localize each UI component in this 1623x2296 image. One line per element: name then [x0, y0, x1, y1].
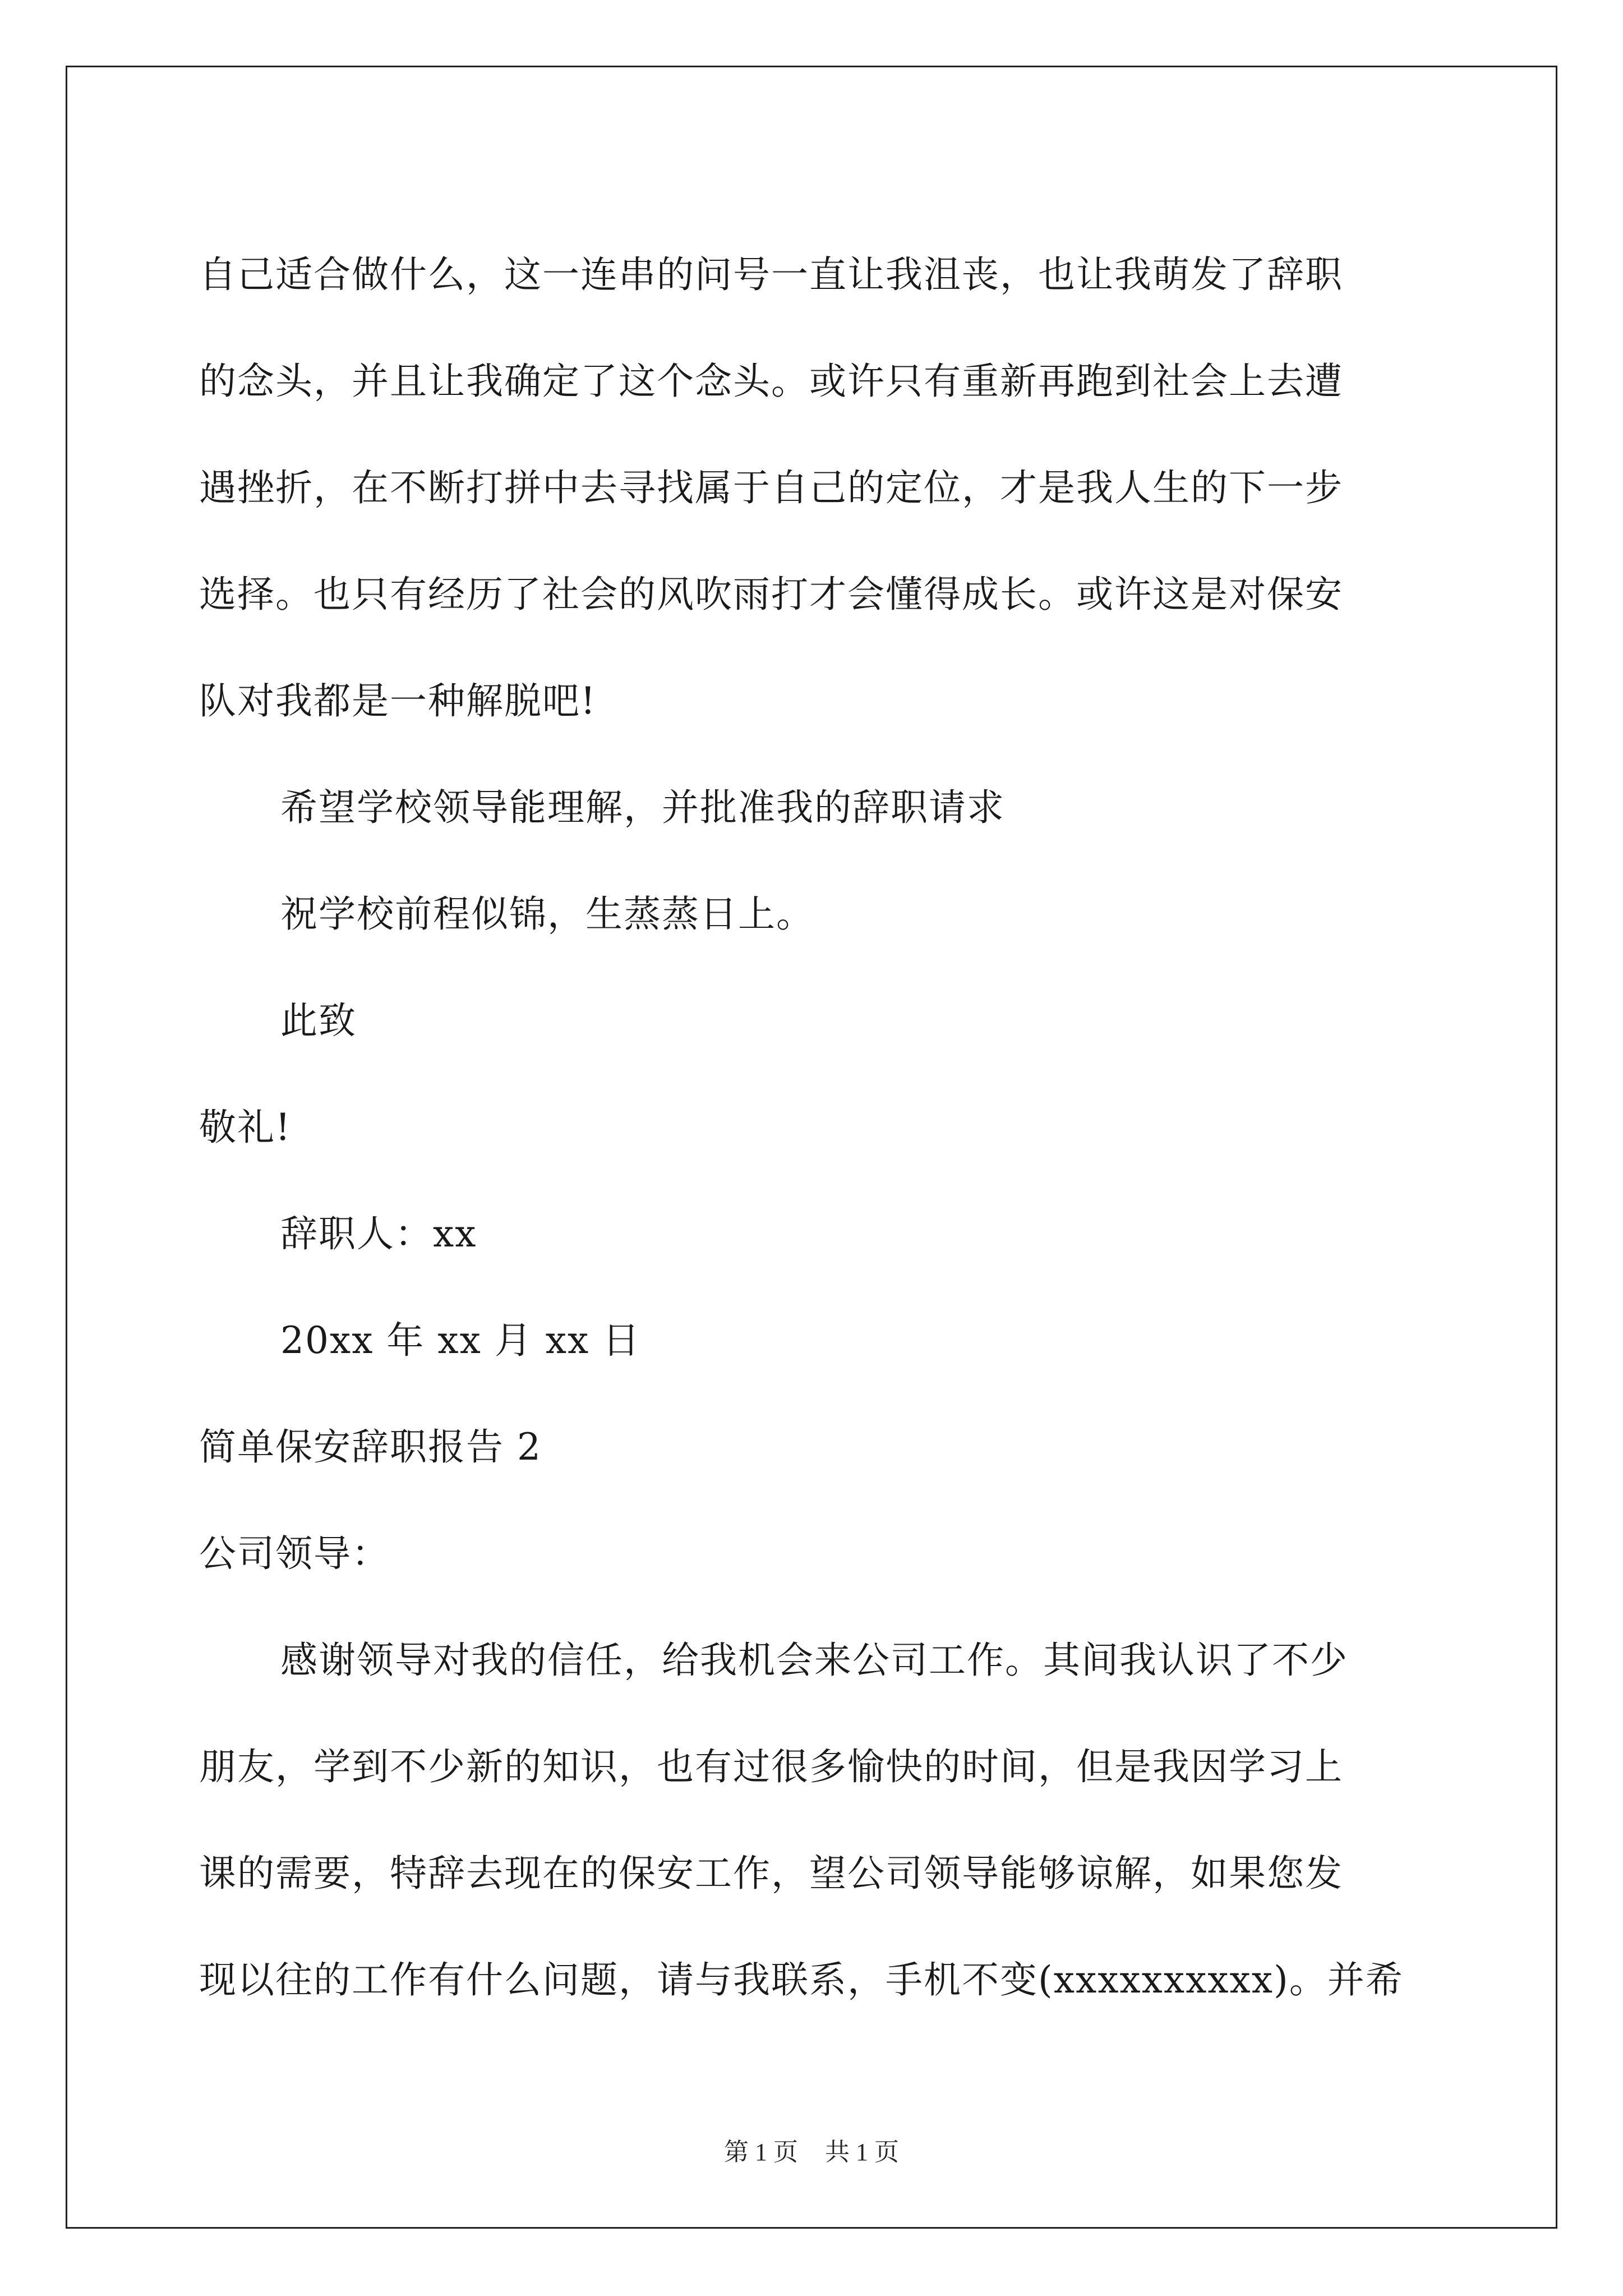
request-line: 希望学校领导能理解，并批准我的辞职请求 — [280, 786, 1005, 829]
text-line: 队对我都是一种解脱吧! — [199, 679, 597, 723]
text-line: 自己适合做什么，这一连串的问号一直让我沮丧，也让我萌发了辞职 — [199, 253, 1343, 296]
wish-line: 祝学校前程似锦，生蒸蒸日上。 — [280, 892, 814, 936]
text-line: 的念头，并且让我确定了这个念头。或许只有重新再跑到社会上去遭 — [199, 360, 1343, 403]
page-number: 第 1 页 — [724, 2138, 798, 2166]
document-body — [199, 222, 1427, 2033]
section-title: 简单保安辞职报告 2 — [199, 1425, 542, 1469]
page-footer — [0, 2132, 1623, 2168]
text-line: 课的需要，特辞去现在的保安工作，望公司领导能够谅解，如果您发 — [199, 1852, 1343, 1895]
text-line: 现以往的工作有什么问题，请与我联系，手机不变(xxxxxxxxxx)。并希 — [199, 1958, 1404, 2001]
text-line: 感谢领导对我的信任，给我机会来公司工作。其间我认识了不少 — [280, 1639, 1348, 1682]
text-line: 选择。也只有经历了社会的风吹雨打才会懂得成长。或许这是对保安 — [199, 573, 1343, 616]
page-total: 共 1 页 — [825, 2138, 899, 2166]
text-line: 遇挫折，在不断打拼中去寻找属于自己的定位，才是我人生的下一步 — [199, 466, 1343, 509]
salute-line: 敬礼! — [199, 1106, 292, 1149]
date-line: 20xx 年 xx 月 xx 日 — [280, 1319, 641, 1362]
closing-line: 此致 — [280, 999, 357, 1042]
salutation: 公司领导： — [199, 1532, 390, 1575]
text-line: 朋友，学到不少新的知识，也有过很多愉快的时间，但是我因学习上 — [199, 1745, 1343, 1788]
signature-line: 辞职人：xx — [280, 1212, 477, 1255]
